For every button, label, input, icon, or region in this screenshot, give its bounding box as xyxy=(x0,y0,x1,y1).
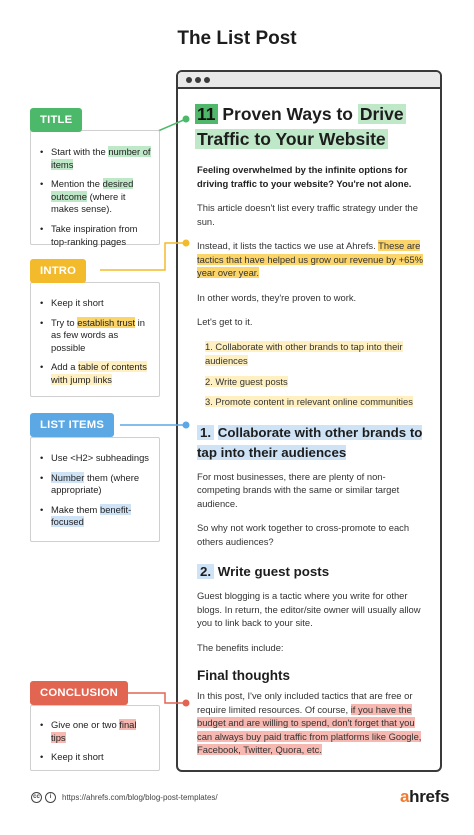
post-paragraph-conclusion: In this post, I've only included tactics that are free or require limited resources. Of course, if you have the budget and are willing to spend, don't forget that you can always buy paid traffic from platforms like Google, Facebook, Twitter, Quora, etc. xyxy=(197,690,422,755)
list-items-card xyxy=(30,437,160,542)
toc-item[interactable]: 3. Promote content in relevant online communities xyxy=(205,396,413,407)
title-tip: • Start with the number of items xyxy=(39,146,151,171)
post-paragraph-trust: Instead, it lists the tactics we use at Ahrefs. These are tactics that have helped us grow our revenue by +65% year over year. xyxy=(197,240,423,278)
conclusion-connector xyxy=(120,693,186,703)
post-paragraph: For most businesses, there are plenty of non-competing brands with the same or similar target audience. xyxy=(197,470,400,509)
title-outcome: Drive xyxy=(359,104,404,124)
conclusion-label: CONCLUSION xyxy=(30,681,128,705)
post-intro-lead: Feeling overwhelmed by the infinite options for driving traffic to your website? You're not alone. xyxy=(197,164,412,189)
title-outcome-rest: Traffic to Your Website xyxy=(197,129,386,149)
list-heading-benefit: Collaborate with other brands to tap into their audiences xyxy=(197,424,423,460)
title-connector xyxy=(158,119,186,131)
toc-item[interactable]: 1. Collaborate with other brands to tap into their audiences xyxy=(205,340,403,366)
post-paragraph: Guest blogging is a tactic where you write for other blogs. In return, the editor/site owner will usually allow you to link back to your site. xyxy=(197,590,421,628)
intro-tip: • Add a table of contents with jump links xyxy=(39,361,151,386)
list-items-label: LIST ITEMS xyxy=(30,413,114,437)
list-number: 1. xyxy=(197,425,214,440)
conclusion-heading: Final thoughts xyxy=(197,668,290,683)
title-label: TITLE xyxy=(30,108,82,132)
conclusion-connector-dot xyxy=(183,700,190,707)
list-tip: • Make them benefit-focused xyxy=(39,504,151,529)
intro-tip: • Try to establish trust in as few words as possible xyxy=(39,317,151,355)
creative-commons-icon: cc xyxy=(31,792,42,803)
title-connector-dot xyxy=(183,116,190,123)
post-paragraph: This article doesn't list every traffic strategy under the sun. xyxy=(197,202,418,227)
toc-item[interactable]: 2. Write guest posts xyxy=(205,375,288,387)
post-paragraph: The benefits include: xyxy=(197,641,284,653)
post-paragraph: So why not work together to cross-promote to each others audiences? xyxy=(197,522,410,547)
trust-highlight: These are tactics that have helped us grow our revenue by +65% year over year. xyxy=(197,240,423,278)
title-tip: • Mention the desired outcome (where it makes sense). xyxy=(39,178,151,216)
title-card xyxy=(30,130,160,245)
list-tip: • Number them (where appropriate) xyxy=(39,472,151,497)
ahrefs-logo: ahrefs xyxy=(400,787,450,806)
intro-connector-dot xyxy=(183,240,190,247)
source-url[interactable]: https://ahrefs.com/blog/blog-post-templates/ xyxy=(62,793,218,802)
conclusion-card xyxy=(30,705,160,771)
post-title: 11 Proven Ways to Drive Traffic to Your Website xyxy=(197,104,404,149)
title-tip: • Take inspiration from top-ranking pages xyxy=(39,223,151,248)
final-tip-highlight: if you have the budget and are willing to spend, don't forget that you can always buy paid traffic from platforms like Google, Facebook, Twitter, Quora, etc. xyxy=(197,703,422,755)
conclusion-tip: • Give one or two final tips xyxy=(39,719,151,744)
list-tip: • Use <H2> subheadings xyxy=(39,452,151,465)
title-number: 11 xyxy=(197,104,216,124)
post-paragraph: In other words, they're proven to work. xyxy=(197,291,357,303)
list-connector-dot xyxy=(183,422,190,429)
post-paragraph: Let's get to it. xyxy=(197,316,253,327)
conclusion-tip: • Keep it short xyxy=(39,751,151,764)
page-title: The List Post xyxy=(177,28,297,49)
intro-label: INTRO xyxy=(30,259,86,283)
intro-card xyxy=(30,282,160,397)
list-number: 2. xyxy=(197,564,214,579)
list-heading-2: 2. Write guest posts xyxy=(197,562,427,582)
attribution-icon: i xyxy=(45,792,56,803)
intro-tip: • Keep it short xyxy=(39,297,151,310)
